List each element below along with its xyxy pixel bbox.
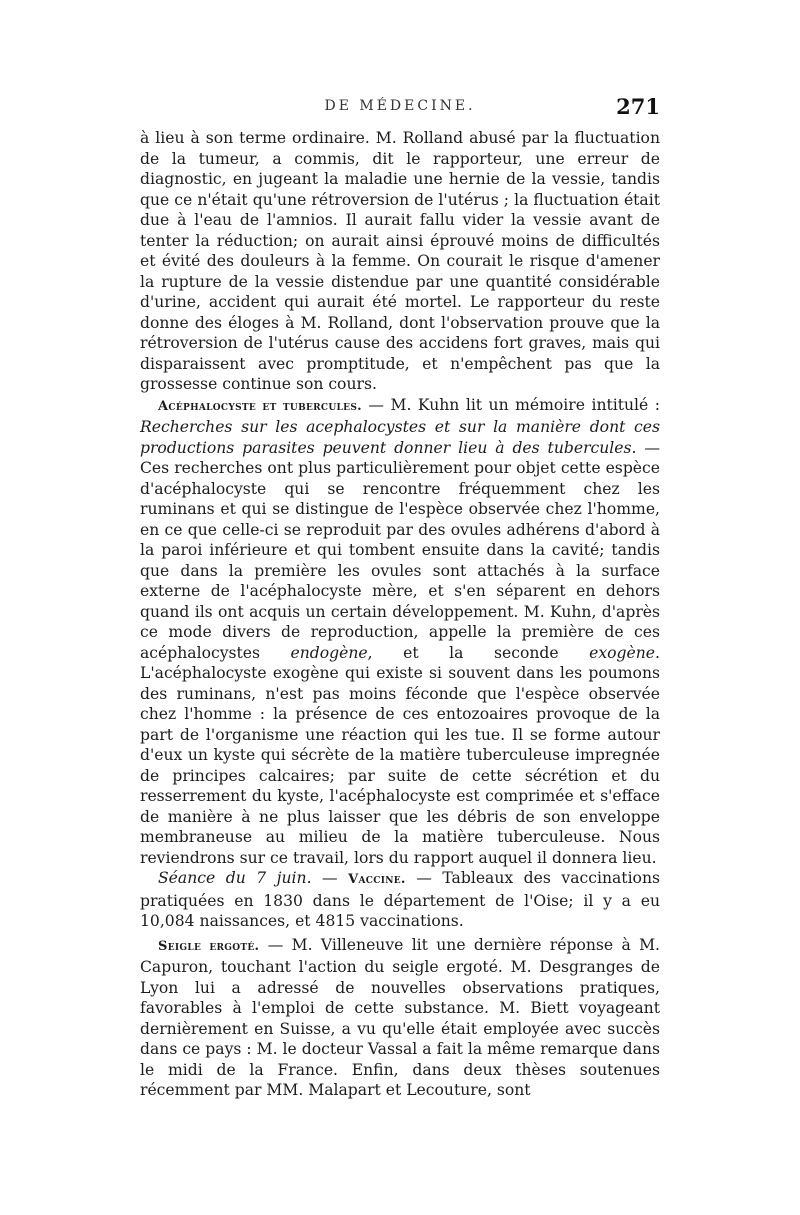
section-heading-seigle: Seigle ergoté. xyxy=(158,938,260,954)
paragraph-text: . L'acéphalocyste exogène qui existe si souvent dans les poumons des ruminans, n'est pas moins féconde que l'espèce observée chez l'homme : la présence de ces entozoaires provoque de la part de l'organisme une réaction qui les tue. Il se forme autour d'eux un kyste qui sécrète de la matière tuberculeuse impregnée de principes calcaires; par suite de cette sécrétion et du resserrement du kyste, l'acéphalocyste est comprimée et s'efface de manière à ne plus laisser que les débris de son enveloppe membraneuse au milieu de la matière tuberculeuse. Nous reviendrons sur ce travail, lors du rapport auquel il donnera lieu. xyxy=(140,643,660,867)
section-heading-vaccine: Vaccine. xyxy=(348,872,406,887)
body-text xyxy=(140,128,660,1101)
dash: — xyxy=(311,869,349,887)
session-date: Séance du 7 juin. xyxy=(158,869,312,887)
paragraph-vaccine xyxy=(140,868,660,932)
paragraph-text: — M. Kuhn lit un mémoire intitulé : xyxy=(361,395,660,414)
paragraph-rolland: à lieu à son terme ordinaire. M. Rolland abusé par la fluctuation de la tumeur, a commis, dit le rapporteur, une erreur de diagnostic, en jugeant la maladie une hernie de la vessie, tandis que ce n'était qu'une rétroversion de l'utérus ; la fluctuation était due à l'eau de l'amnios. Il aurait fallu vider la vessie avant de tenter la réduction; on aurait ainsi éprouvé moins de difficultés et évité des douleurs à la femme. On courait le risque d'amener la rupture de la vessie distendue par une quantité considérable d'urine, accident qui aurait été mortel. Le rapporteur du reste donne des éloges à M. Rolland, dont l'observation prouve que la rétroversion de l'utérus cause des accidens fort graves, mais qui disparaissent avec promptitude, et n'empêchent pas que la grossesse continue son cours. xyxy=(140,129,660,393)
term-endogene: endogène xyxy=(290,643,368,662)
paragraph-seigle xyxy=(140,935,660,1101)
paragraph-text: — M. Villeneuve lit une dernière réponse à M. Capuron, touchant l'action du seigle ergoté. M. Desgranges de Lyon lui a adressé de nouvelles observations pratiques, favorables à l'emploi de cette substance. M. Biett voyageant dernièrement en Suisse, a vu qu'elle était employée avec succès dans ce pays : M. le docteur Vassal a fait la même remarque dans le midi de la France. Enfin, dans deux thèses soutenues récemment par MM. Malapart et Lecouture, sont xyxy=(140,935,660,1099)
page-header xyxy=(140,94,660,126)
memoir-title: Recherches sur les acephalocystes et sur la manière dont ces productions parasites peuvent donner lieu à des tubercules. xyxy=(140,418,660,457)
page-number: 271 xyxy=(616,94,660,119)
paragraph-text: , et la seconde xyxy=(367,643,590,662)
term-exogene: exogène xyxy=(589,643,656,662)
paragraph-text: — Tableaux des vaccinations pratiquées en 1830 dans le département de l'Oise; il y a eu 10,084 naissances, et 4815 vaccinations. xyxy=(140,869,660,930)
section-heading-acephalocyste: Acéphalocyste et tubercules. xyxy=(158,398,362,414)
paragraph-acephalocyste xyxy=(140,395,660,869)
paragraph-text: — Ces recherches ont plus particulièrement pour objet cette espèce d'acéphalocyste qui se rencontre fréquemment chez les ruminans et qui se distingue de l'espèce observée chez l'homme, en ce que celle-ci se reproduit par des ovules adhérens d'abord à la paroi inférieure et qui tombent ensuite dans la cavité; tandis que dans la première les ovules sont attachés à la surface externe de l'acéphalocyste mère, et s'en séparent en dehors quand ils ont acquis un certain développement. M. Kuhn, d'après ce mode divers de reproduction, appelle la première de ces acéphalocystes xyxy=(140,438,660,662)
running-title: DE MÉDECINE. xyxy=(324,98,476,114)
